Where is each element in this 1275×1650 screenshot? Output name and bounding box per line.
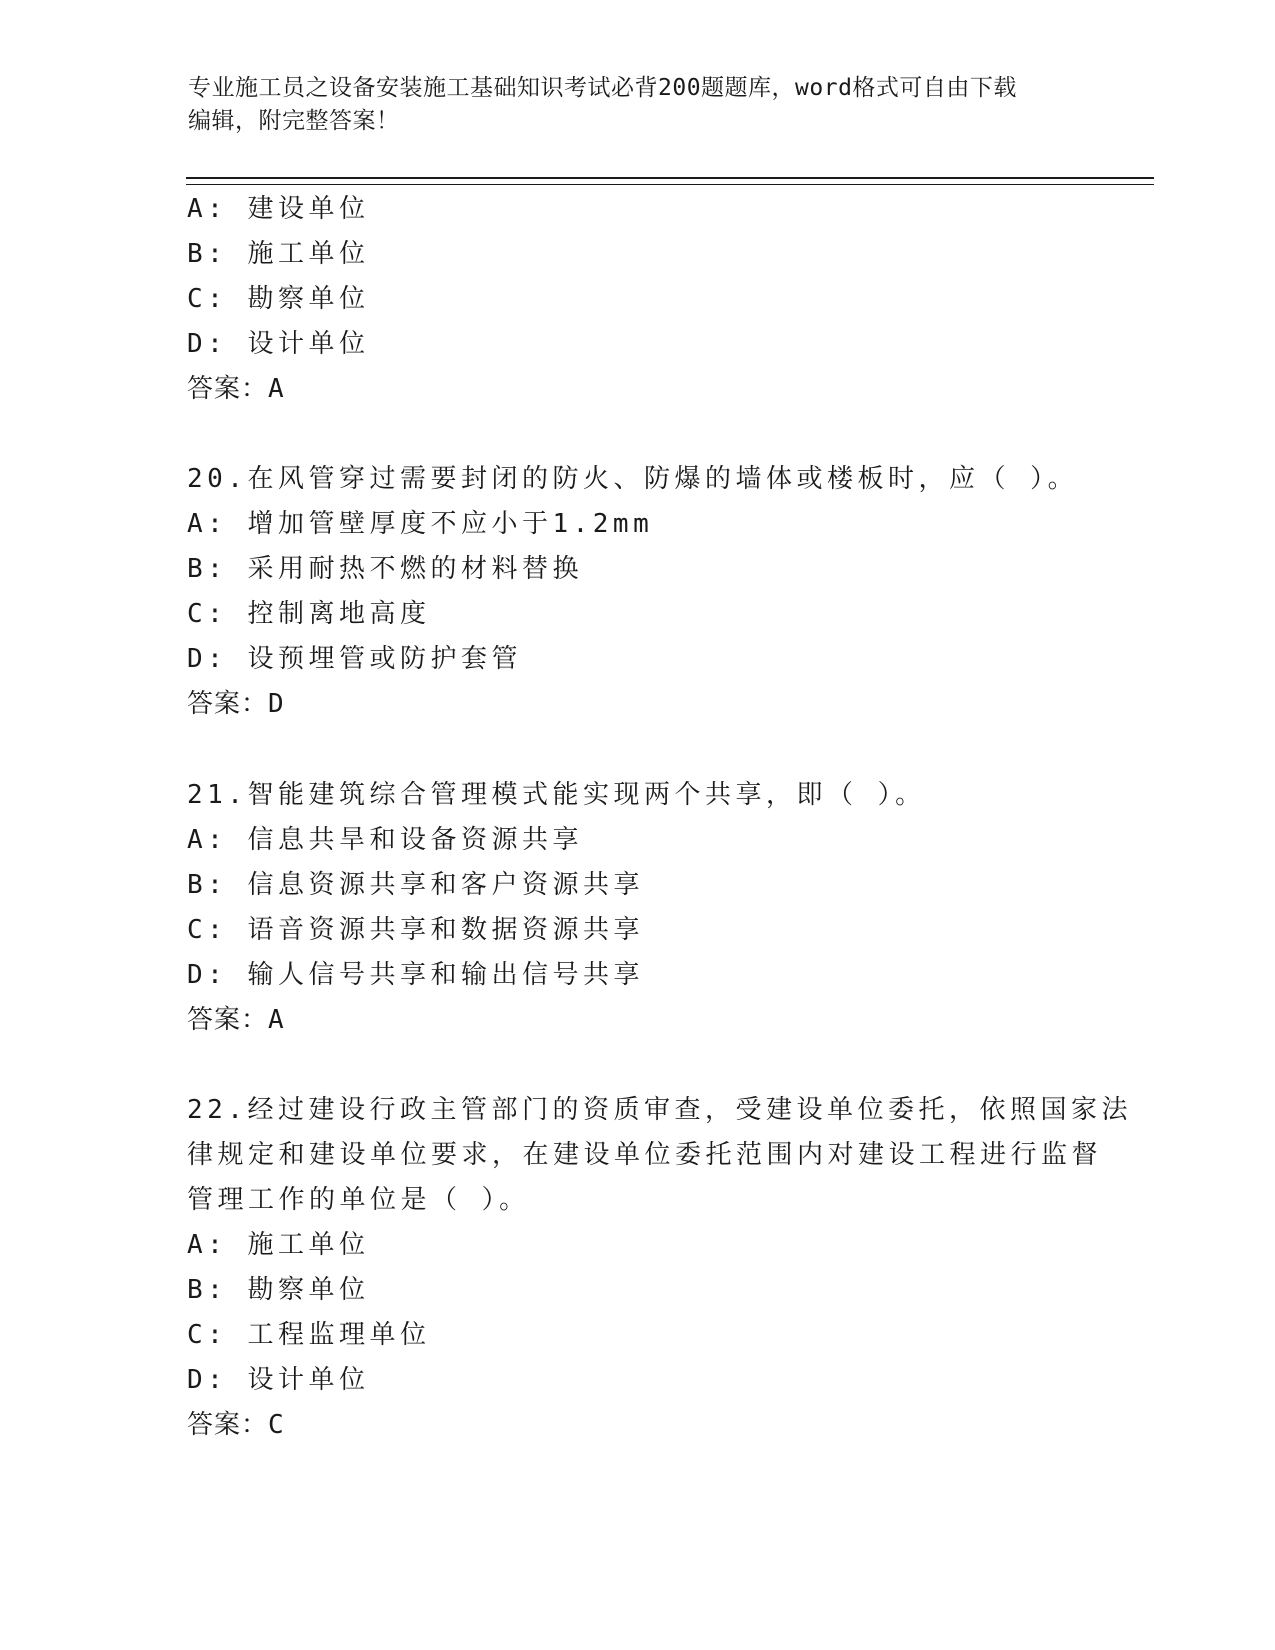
q20-option-b: B: 采用耐热不燃的材料替换 [187, 554, 583, 584]
header-line-2: 编辑，附完整答案！ [188, 108, 400, 134]
q19-option-d: D: 设计单位 [187, 329, 370, 359]
q20-answer: 答案：D [187, 689, 285, 719]
q20-stem: 20.在风管穿过需要封闭的防火、防爆的墙体或楼板时，应（ ）。 [187, 464, 1079, 494]
q19-option-a: A: 建设单位 [187, 194, 370, 224]
q22-stem-line-3: 管理工作的单位是（ ）。 [187, 1185, 530, 1215]
q19-option-b: B: 施工单位 [187, 239, 370, 269]
q21-option-b: B: 信息资源共享和客户资源共享 [187, 870, 644, 900]
header-line-1: 专业施工员之设备安装施工基础知识考试必背200题题库，word格式可自由下载 [188, 75, 1017, 101]
q21-answer: 答案：A [187, 1005, 285, 1035]
header-divider [186, 177, 1154, 185]
document-header [188, 72, 1068, 138]
q21-stem: 21.智能建筑综合管理模式能实现两个共享，即（ ）。 [187, 780, 926, 810]
q22-stem-line-2: 律规定和建设单位要求，在建设单位委托范围内对建设工程进行监督 [187, 1140, 1103, 1170]
q22-option-d: D: 设计单位 [187, 1365, 370, 1395]
q19-answer: 答案：A [187, 374, 285, 404]
q22-option-a: A: 施工单位 [187, 1230, 370, 1260]
q19-option-c: C: 勘察单位 [187, 284, 370, 314]
q22-option-c: C: 工程监理单位 [187, 1320, 431, 1350]
q22-answer: 答案：C [187, 1410, 285, 1440]
q22-stem-line-1: 22.经过建设行政主管部门的资质审查，受建设单位委托，依照国家法 [187, 1095, 1132, 1125]
q22-option-b: B: 勘察单位 [187, 1275, 370, 1305]
q20-option-a: A: 增加管壁厚度不应小于1.2mm [187, 509, 654, 539]
q20-option-d: D: 设预埋管或防护套管 [187, 644, 522, 674]
q21-option-a: A: 信息共旱和设备资源共享 [187, 825, 583, 855]
q21-option-c: C: 语音资源共享和数据资源共享 [187, 915, 644, 945]
q20-option-c: C: 控制离地高度 [187, 599, 431, 629]
q21-option-d: D: 输人信号共享和输出信号共享 [187, 960, 644, 990]
